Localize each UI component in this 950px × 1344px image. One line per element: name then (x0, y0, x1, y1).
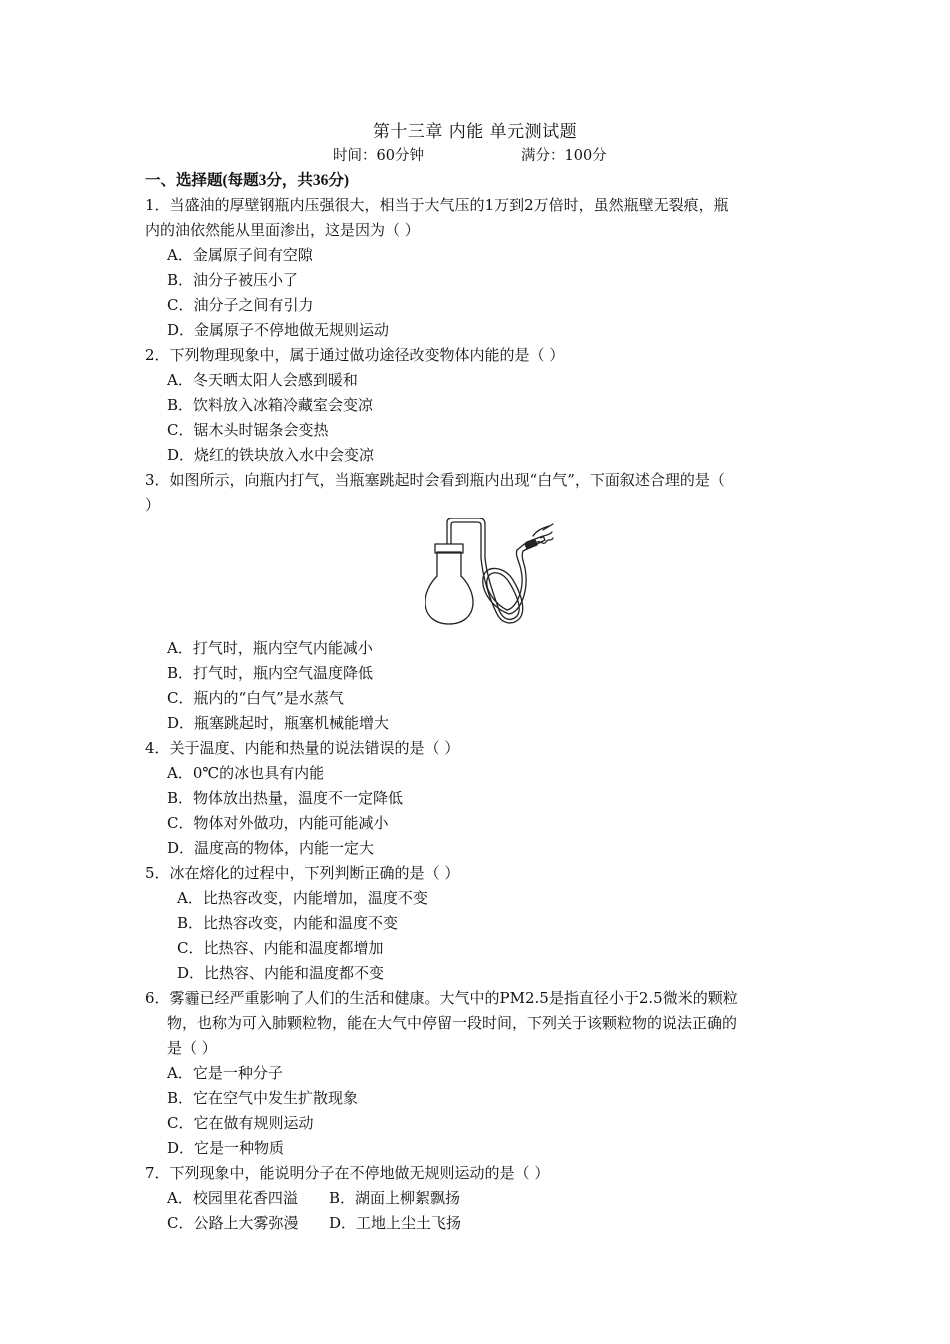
question-4-option-d: D．温度高的物体，内能一定大 (167, 839, 375, 857)
bottle-pump-illustration (425, 518, 555, 634)
question-2-option-b: B．饮料放入冰箱冷藏室会变凉 (167, 396, 374, 414)
question-5-line-1: 5．冰在熔化的过程中，下列判断正确的是（ ） (145, 864, 460, 882)
question-7-line-1: 7．下列现象中，能说明分子在不停地做无规则运动的是（ ） (145, 1164, 550, 1182)
question-1-line-2: 内的油依然能从里面渗出，这是因为（ ） (145, 221, 420, 239)
question-5-option-c: C．比热容、内能和温度都增加 (177, 939, 384, 957)
question-5-option-b: B．比热容改变，内能和温度不变 (177, 914, 399, 932)
question-2-option-a: A．冬天晒太阳人会感到暖和 (167, 371, 358, 389)
question-6-option-d: D．它是一种物质 (167, 1139, 285, 1157)
question-4-option-c: C．物体对外做功，内能可能减小 (167, 814, 389, 832)
question-5-option-d: D．比热容、内能和温度都不变 (177, 964, 385, 982)
question-7-option-a: A．校园里花香四溢 (167, 1189, 298, 1207)
question-6-option-a: A．它是一种分子 (167, 1064, 283, 1082)
question-6-option-c: C．它在做有规则运动 (167, 1114, 314, 1132)
question-6-option-b: B．它在空气中发生扩散现象 (167, 1089, 359, 1107)
section-heading: 一、选择题(每题3分，共36分) (145, 172, 350, 189)
question-4-option-b: B．物体放出热量，温度不一定降低 (167, 789, 404, 807)
question-2-line-1: 2．下列物理现象中，属于通过做功途径改变物体内能的是（ ） (145, 346, 565, 364)
question-3-option-d: D．瓶塞跳起时，瓶塞机械能增大 (167, 714, 390, 732)
question-6-line-3: 是（ ） (167, 1039, 217, 1057)
question-4-option-a: A．0℃的冰也具有内能 (167, 764, 325, 782)
page-title: 第十三章 内能 单元测试题 (372, 122, 578, 142)
question-5-option-a: A．比热容改变，内能增加，温度不变 (177, 889, 428, 907)
question-7-option-d: D．工地上尘土飞扬 (329, 1214, 462, 1232)
question-7-options-row-2 (145, 1211, 810, 1236)
question-6-line-1: 6．雾霾已经严重影响了人们的生活和健康。大气中的PM2.5是指直径小于2.5微米的颗粒 (145, 989, 738, 1007)
question-3-line-2: ） (145, 496, 161, 514)
question-3-option-b: B．打气时，瓶内空气温度降低 (167, 664, 374, 682)
question-2-option-c: C．锯木头时锯条会变热 (167, 421, 329, 439)
question-6-line-2: 物，也称为可入肺颗粒物，能在大气中停留一段时间，下列关于该颗粒物的说法正确的 (167, 1014, 738, 1032)
question-3-line-1: 3．如图所示，向瓶内打气，当瓶塞跳起时会看到瓶内出现“白气”，下面叙述合理的是（ (145, 471, 725, 489)
question-3-option-c: C．瓶内的“白气”是水蒸气 (167, 689, 344, 707)
question-4-line-1: 4．关于温度、内能和热量的说法错误的是（ ） (145, 739, 460, 757)
question-1-option-c: C．油分子之间有引力 (167, 296, 314, 314)
exam-time: 时间：60分钟 (333, 148, 424, 164)
question-7-option-c: C．公路上大雾弥漫 (167, 1214, 299, 1232)
question-1-option-a: A．金属原子间有空隙 (167, 246, 313, 264)
question-7-options-row-1 (145, 1186, 810, 1211)
question-1-option-d: D．金属原子不停地做无规则运动 (167, 321, 390, 339)
question-7-option-b: B．湖面上柳絮飘扬 (329, 1189, 461, 1207)
exam-score: 满分：100分 (521, 148, 607, 164)
question-1-option-b: B．油分子被压小了 (167, 271, 299, 289)
question-list (145, 168, 810, 1236)
question-3-option-a: A．打气时，瓶内空气内能减小 (167, 639, 373, 657)
question-1-line-1: 1．当盛油的厚壁钢瓶内压强很大，相当于大气压的1万到2万倍时，虽然瓶壁无裂痕，瓶 (145, 196, 729, 214)
bottle-pump-figure (145, 518, 810, 636)
question-2-option-d: D．烧红的铁块放入水中会变凉 (167, 446, 375, 464)
